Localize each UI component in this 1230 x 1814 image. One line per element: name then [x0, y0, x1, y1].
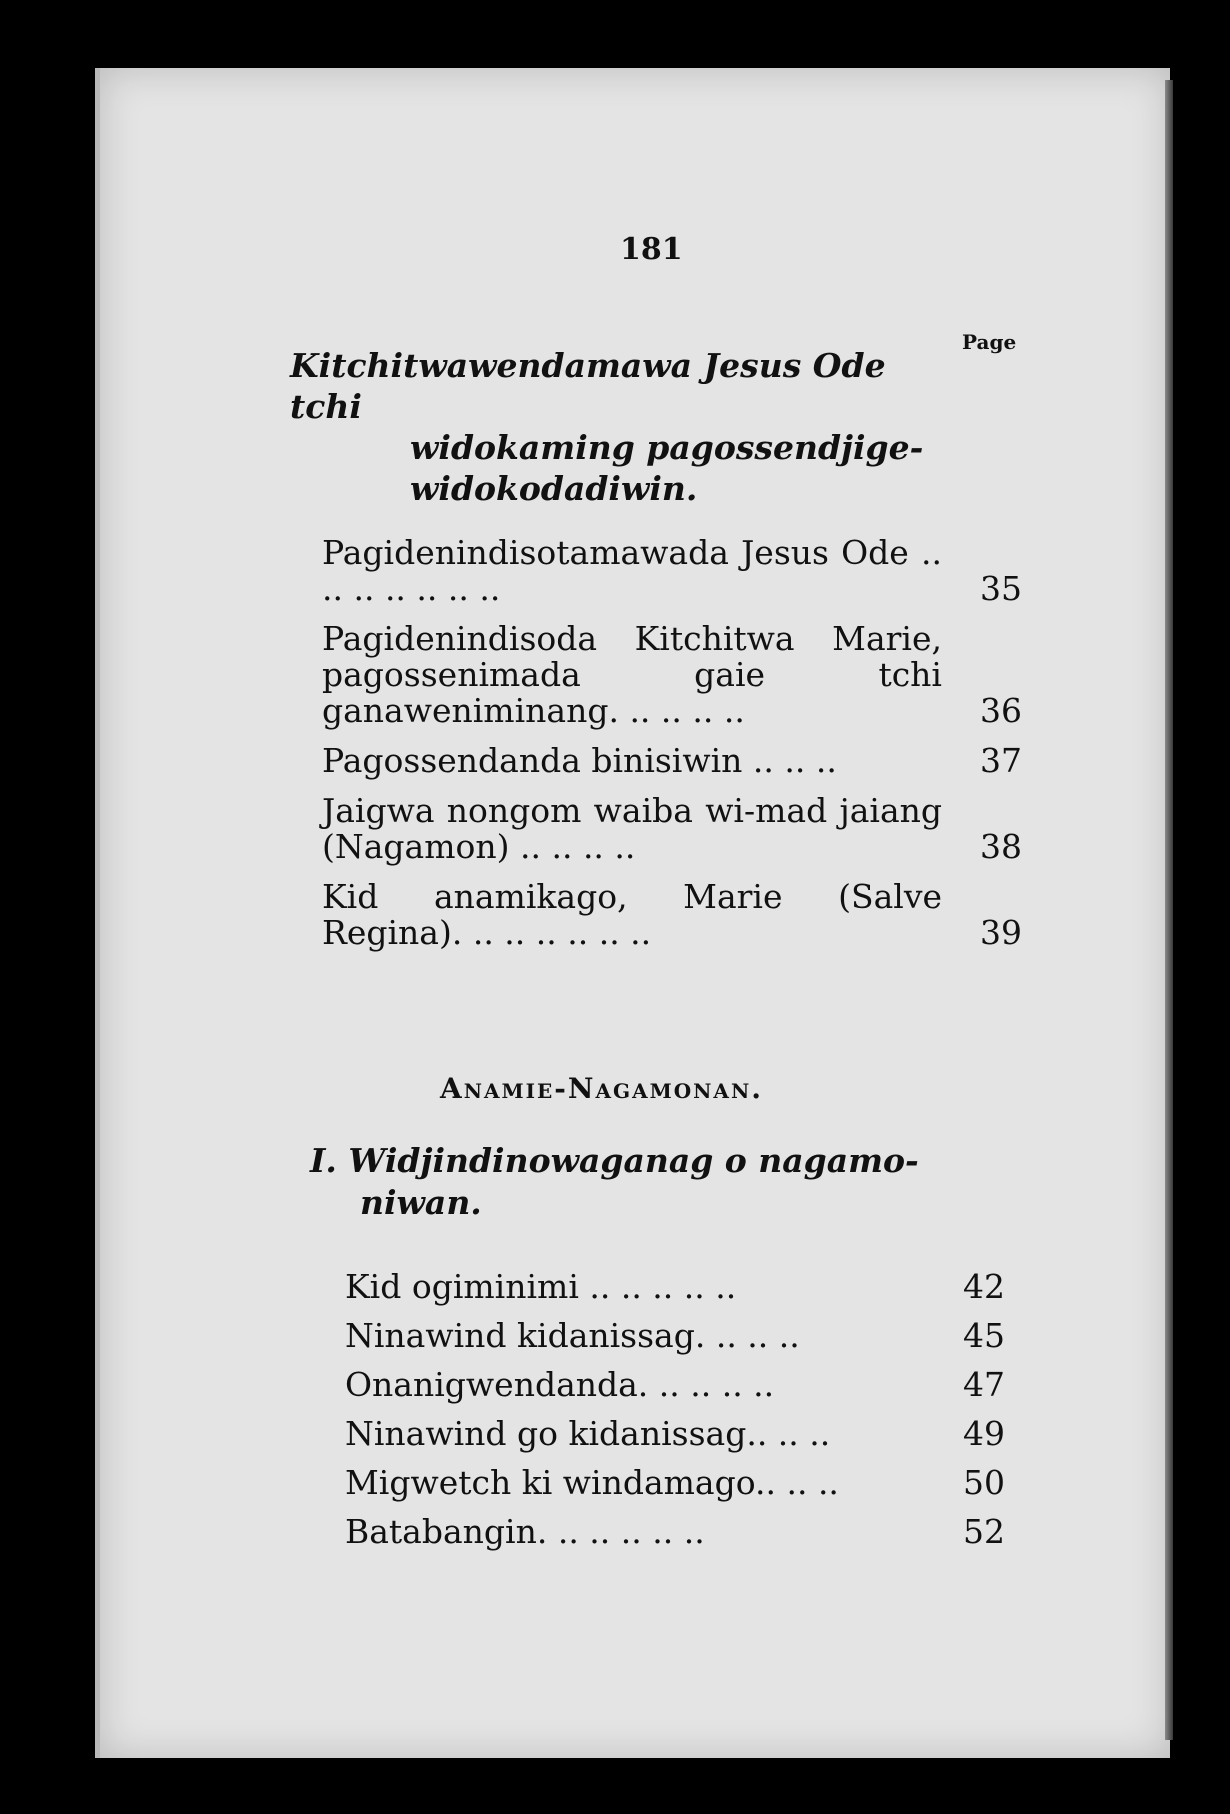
toc-entry-page: 37: [980, 741, 1022, 780]
toc-entry-label: Onanigwendanda. .. .. .. ..: [345, 1365, 775, 1404]
toc-entry-page: 36: [980, 691, 1022, 730]
toc-entry[interactable]: [345, 1409, 1005, 1458]
toc-entry[interactable]: [322, 743, 1022, 779]
toc-entry[interactable]: [322, 879, 1022, 951]
toc-entry[interactable]: [322, 793, 1022, 865]
toc-entry-page: 45: [963, 1316, 1005, 1355]
toc-entry-page: 47: [963, 1365, 1005, 1404]
toc-entry-page: 50: [963, 1463, 1005, 1502]
toc-entry-label: Kid anamikago, Marie (Salve Regina). .. .. .. .. .. ..: [322, 877, 942, 952]
toc-entry-page: 42: [963, 1267, 1005, 1306]
section-heading: Anamie-Nagamonan.: [440, 1072, 763, 1105]
toc-entry-label: Kid ogiminimi .. .. .. .. ..: [345, 1267, 737, 1306]
section-title: [290, 345, 960, 509]
page-column-label: Page: [962, 330, 1017, 354]
toc-entry-label: Ninawind kidanissag. .. .. ..: [345, 1316, 800, 1355]
toc-list: [322, 535, 1022, 965]
toc-entry-label: Batabangin. .. .. .. .. ..: [345, 1512, 705, 1551]
section-title-line2: widokaming pagossendjige-: [410, 428, 924, 467]
page-edge: [1165, 80, 1173, 1740]
subsection-title-line2: niwan.: [360, 1183, 482, 1222]
toc-entry-label: Migwetch ki windamago.. .. ..: [345, 1463, 839, 1502]
toc-entry-page: 52: [963, 1512, 1005, 1551]
toc-entry-page: 38: [980, 827, 1022, 866]
toc-entry[interactable]: [345, 1507, 1005, 1556]
toc-entry[interactable]: [345, 1311, 1005, 1360]
toc-entry[interactable]: [345, 1458, 1005, 1507]
toc-entry-label: Jaigwa nongom waiba wi-mad jaiang (Nagamon) .. .. .. ..: [322, 791, 942, 866]
section-title-line1: Kitchitwawendamawa Jesus Ode tchi: [290, 346, 886, 426]
page-number: 181: [620, 232, 683, 267]
toc-entry-page: 49: [963, 1414, 1005, 1453]
section-title-line3: widokodadiwin.: [410, 469, 698, 508]
subsection-title-line1: I. Widjindinowaganag o nagamo-: [310, 1141, 919, 1180]
toc-entry-page: 39: [980, 913, 1022, 952]
toc-entry[interactable]: [345, 1262, 1005, 1311]
toc-entry[interactable]: [345, 1360, 1005, 1409]
toc-entry-label: Pagidenindisotamawada Jesus Ode .. .. .. .. .. .. ..: [322, 533, 942, 608]
toc-entry[interactable]: [322, 621, 1022, 729]
toc-entry-label: Ninawind go kidanissag.. .. ..: [345, 1414, 831, 1453]
toc-entry-label: Pagossendanda binisiwin .. .. ..: [322, 741, 837, 780]
toc-entry-page: 35: [980, 569, 1022, 608]
subsection-title: [310, 1140, 950, 1224]
toc-list-2: [345, 1262, 1005, 1556]
toc-entry[interactable]: [322, 535, 1022, 607]
toc-entry-label: Pagidenindisoda Kitchitwa Marie, pagossenimada gaie tchi ganaweniminang. .. .. .. ..: [322, 619, 942, 730]
